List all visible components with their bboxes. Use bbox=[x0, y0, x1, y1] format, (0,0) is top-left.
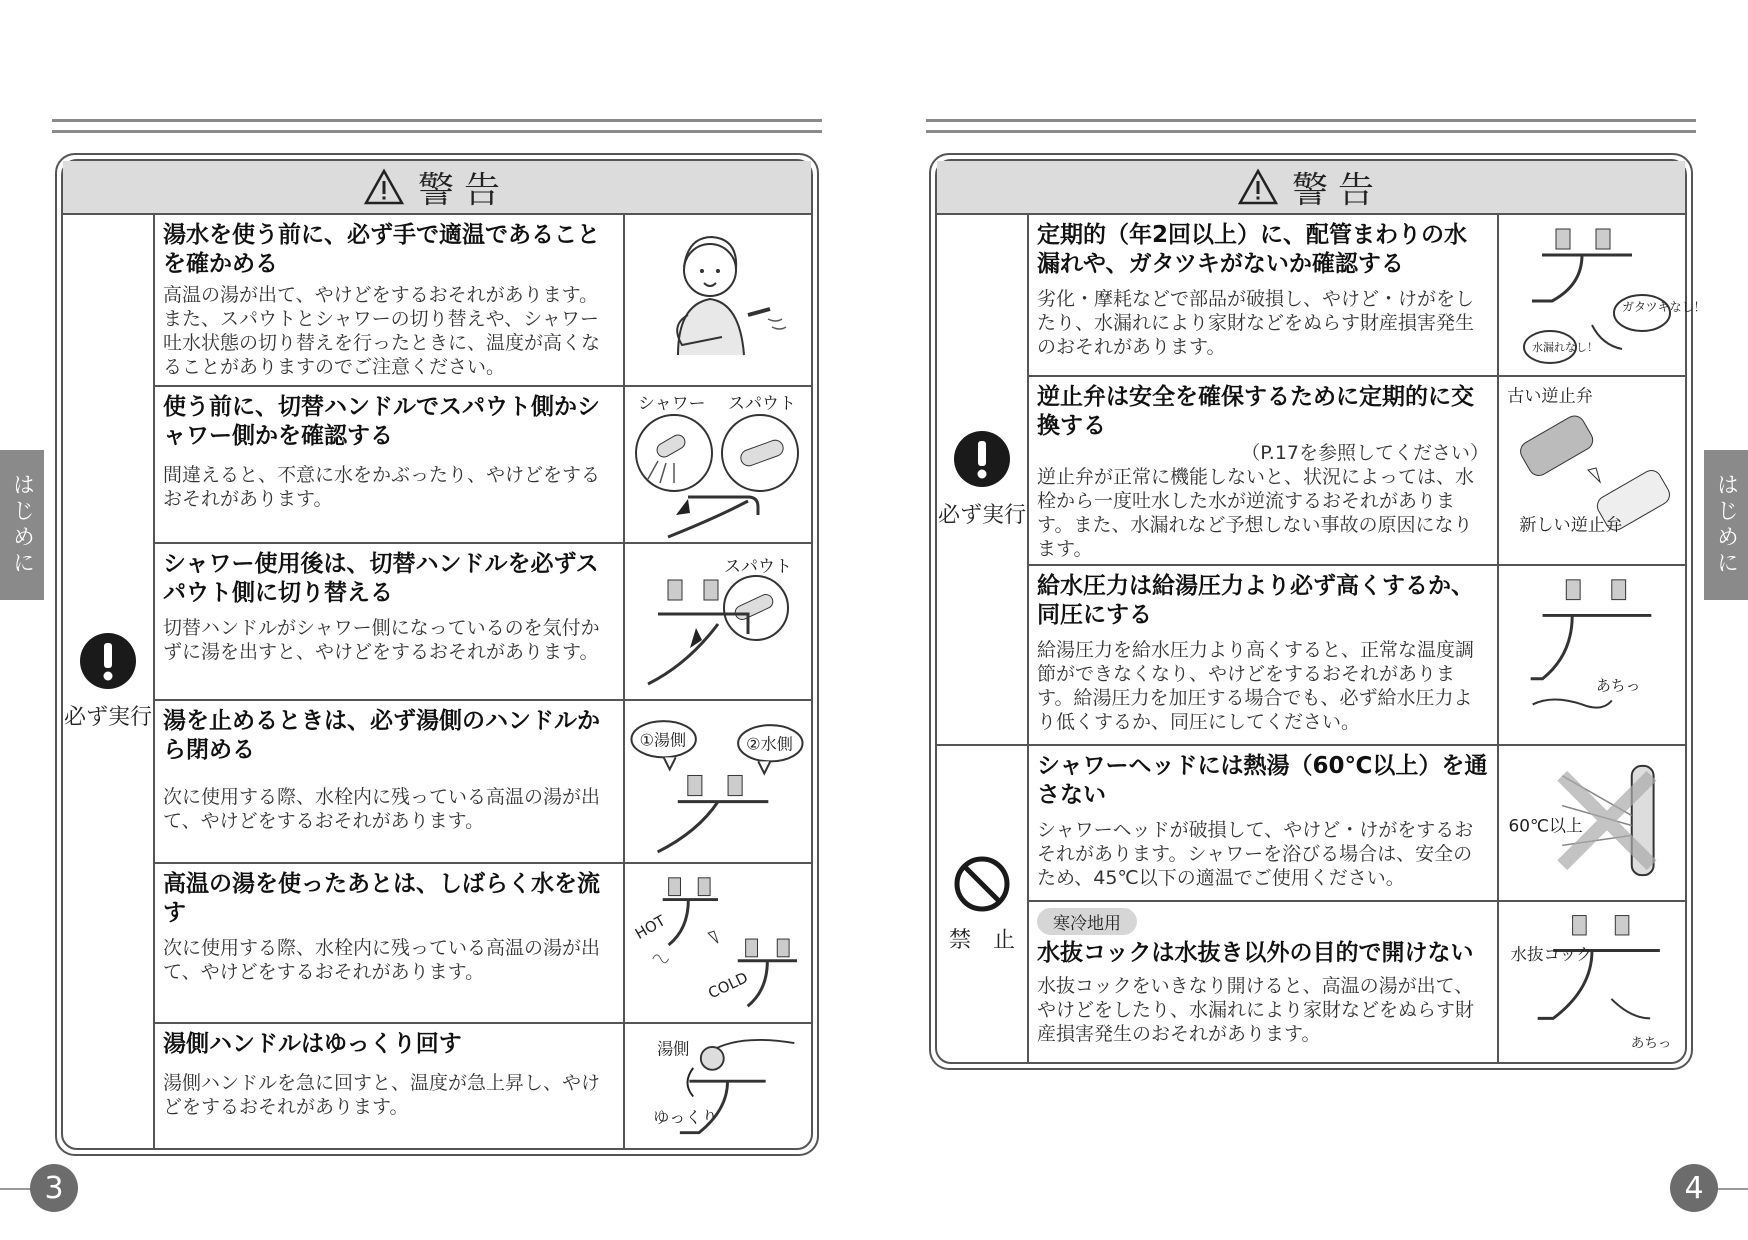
cold-region-tag: 寒冷地用 bbox=[1037, 908, 1137, 935]
illustration-slow-turn bbox=[625, 1024, 811, 1148]
row-title: 水抜コックは水抜き以外の目的で開けない bbox=[1037, 940, 1474, 966]
img-label-old-valve: 古い逆止弁 bbox=[1507, 386, 1593, 407]
page-number-right: 4 bbox=[1670, 1164, 1718, 1212]
row-title: シャワーヘッドには熱湯（60℃以上）を通さない bbox=[1037, 753, 1488, 808]
illustration-hot-cold bbox=[625, 864, 811, 1022]
img-label-hot-side: 湯側 bbox=[656, 1039, 690, 1059]
illustration-drain-cock bbox=[1499, 902, 1685, 1062]
warning-row bbox=[155, 701, 811, 864]
warning-title: 警告 bbox=[1291, 169, 1384, 211]
row-body: 切替ハンドルがシャワー側になっているのを気付かずに湯を出すと、やけどをするおそれがあります。 bbox=[163, 617, 600, 663]
row-title: 逆止弁は安全を確保するために定期的に交換する bbox=[1037, 384, 1474, 439]
warning-panel-right-inner bbox=[935, 159, 1706, 1064]
warning-panel-right bbox=[929, 153, 1706, 1070]
side-tab-label: はじめに bbox=[9, 473, 35, 577]
warning-row bbox=[1029, 566, 1685, 746]
page-number-left: 3 bbox=[30, 1164, 78, 1212]
img-label-drain-cock: 水抜コック bbox=[1510, 945, 1593, 965]
warning-row bbox=[155, 1024, 811, 1148]
exclamation-circle-icon bbox=[79, 632, 137, 690]
side-tab-left bbox=[0, 450, 44, 600]
exclamation-circle-icon bbox=[953, 430, 1011, 488]
warning-row bbox=[1029, 215, 1706, 377]
row-body: 給湯圧力を給水圧力より高くすると、正常な温度調節ができなくなり、やけどをするおそれがあります。給湯圧力を加圧する場合でも、必ず給水圧力より低くするか、同圧にしてください。 bbox=[1037, 639, 1475, 733]
warning-row bbox=[1029, 377, 1685, 566]
row-title: 給水圧力は給湯圧力より必ず高くするか、同圧にする bbox=[1037, 573, 1474, 628]
row-title: 定期的（年2回以上）に、配管まわりの水漏れや、ガタツキがないか確認する bbox=[1037, 222, 1468, 277]
img-label-60c: 60℃以上 bbox=[1508, 815, 1583, 836]
warning-row bbox=[1029, 746, 1685, 902]
prohibition-icon bbox=[953, 855, 1011, 913]
illustration-check-valve bbox=[1499, 377, 1685, 564]
warning-panel-left bbox=[55, 153, 819, 1156]
row-body: 湯側ハンドルを急に回すと、温度が急上昇し、やけどをするおそれがあります。 bbox=[163, 1072, 601, 1118]
warning-header bbox=[937, 161, 1685, 215]
row-reference: （P.17を参照してください） bbox=[1241, 442, 1489, 464]
category-prohibited bbox=[937, 746, 1029, 1062]
img-label-shower: シャワー bbox=[638, 394, 706, 414]
warning-panel-left-inner bbox=[61, 159, 813, 1150]
top-rule-right bbox=[926, 119, 1696, 133]
row-body: 水抜コックをいきなり開けると、高温の湯が出て、やけどをしたり、水漏れにより家財などをぬらす財産損害発生のおそれがあります。 bbox=[1037, 975, 1475, 1045]
category-label: 必ず実行 bbox=[63, 705, 152, 730]
row-body: 劣化・摩耗などで部品が破損し、やけど・けがをしたり、水漏れにより家財などをぬらす財産損害発生のおそれがあります。 bbox=[1037, 288, 1475, 358]
warning-row bbox=[155, 215, 811, 387]
top-rule-left bbox=[52, 119, 822, 133]
row-title: シャワー使用後は、切替ハンドルを必ずスパウト側に切り替える bbox=[163, 551, 599, 606]
illustration-spout-side bbox=[625, 544, 811, 699]
row-body: 次に使用する際、水栓内に残っている高温の湯が出て、やけどをするおそれがあります。 bbox=[163, 786, 601, 832]
illustration-no-hot-shower bbox=[1499, 746, 1685, 900]
row-title: 湯を止めるときは、必ず湯側のハンドルから閉める bbox=[163, 708, 600, 763]
illustration-close-order bbox=[625, 701, 811, 862]
warning-header bbox=[63, 161, 811, 215]
row-title: 高温の湯を使ったあとは、しばらく水を流す bbox=[163, 871, 600, 926]
page-number-line-left bbox=[0, 1188, 34, 1190]
warning-title: 警告 bbox=[417, 169, 510, 211]
warning-row bbox=[155, 864, 811, 1024]
img-label-slowly: ゆっくり bbox=[653, 1108, 718, 1128]
img-label-no-leak: 水漏れなし！ bbox=[1532, 341, 1598, 354]
page-number-line-right bbox=[1714, 1188, 1748, 1190]
img-label-hot-exclaim: あちっ bbox=[1595, 677, 1641, 695]
img-label-hot-side: ①湯側 bbox=[639, 730, 687, 750]
category-must-do bbox=[937, 215, 1029, 746]
category-label: 禁 止 bbox=[948, 927, 1015, 953]
row-title: 湯側ハンドルはゆっくり回す bbox=[163, 1031, 462, 1057]
category-label: 必ず実行 bbox=[937, 503, 1026, 528]
img-label-spout: スパウト bbox=[728, 394, 796, 414]
img-label-new-valve: 新しい逆止弁 bbox=[1519, 515, 1623, 536]
row-body: 高温の湯が出て、やけどをするおそれがあります。また、スパウトとシャワーの切り替えや、シャワー吐水状態の切り替えを行ったときに、温度が高くなることがありますのでご注意ください。 bbox=[163, 284, 601, 378]
warning-row bbox=[1029, 902, 1685, 1062]
img-label-no-wobble: ガタツキなし！ bbox=[1622, 300, 1706, 314]
img-label-cold-side: ②水側 bbox=[746, 734, 793, 754]
warning-triangle-icon bbox=[1238, 168, 1278, 206]
row-body: 逆止弁が正常に機能しないと、状況によっては、水栓から一度吐水した水が逆流するおそれがあります。また、水漏れなど予想しない事故の原因になります。 bbox=[1037, 466, 1475, 560]
row-body: 間違えると、不意に水をかぶったり、やけどをするおそれがあります。 bbox=[163, 464, 601, 510]
side-tab-label: はじめに bbox=[1713, 473, 1739, 577]
illustration-pressure bbox=[1499, 566, 1685, 744]
illustration-switch-handle bbox=[625, 387, 811, 542]
row-body: シャワーヘッドが破損して、やけど・けがをするおそれがあります。シャワーを浴びる場合は、安全のため、45℃以下の適温でご使用ください。 bbox=[1037, 819, 1474, 889]
row-body: 次に使用する際、水栓内に残っている高温の湯が出て、やけどをするおそれがあります。 bbox=[163, 937, 601, 983]
illustration-pipe-check bbox=[1499, 215, 1706, 375]
warning-row bbox=[155, 544, 811, 701]
category-must-do bbox=[63, 215, 155, 1148]
img-label-hot: HOT bbox=[632, 912, 669, 943]
warning-row bbox=[155, 387, 811, 544]
warning-triangle-icon bbox=[364, 168, 404, 206]
img-label-spout: スパウト bbox=[724, 557, 792, 577]
row-title: 使う前に、切替ハンドルでスパウト側かシャワー側かを確認する bbox=[163, 394, 600, 449]
img-label-cold: COLD bbox=[705, 969, 751, 1003]
img-label-hot-exclaim: あちっ bbox=[1630, 1035, 1672, 1052]
side-tab-right bbox=[1704, 450, 1748, 600]
illustration-woman-testing-water bbox=[625, 215, 811, 385]
row-title: 湯水を使う前に、必ず手で適温であることを確かめる bbox=[163, 222, 600, 277]
